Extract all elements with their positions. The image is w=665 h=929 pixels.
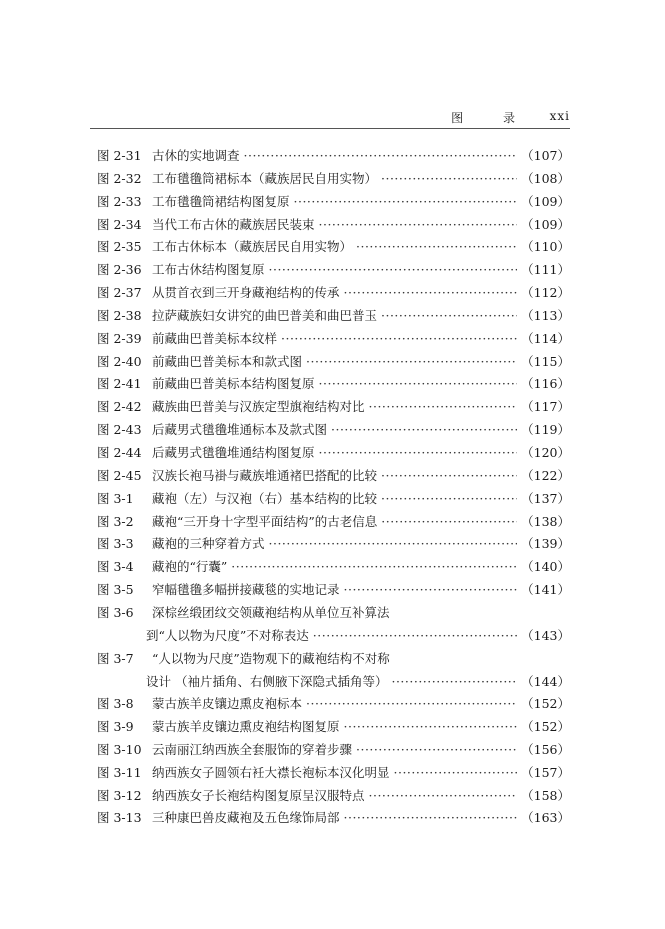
figure-caption: 藏袍（左）与汉袍（右）基本结构的比较 <box>152 490 378 506</box>
dot-leader <box>331 422 517 437</box>
figure-entry <box>90 212 570 235</box>
figure-entry <box>90 737 570 760</box>
figure-caption-line <box>152 557 570 575</box>
figure-caption-line <box>152 512 570 530</box>
dot-leader <box>381 308 517 323</box>
figure-caption: 藏袍的三种穿着方式 <box>152 536 265 552</box>
figure-number: 图 2-43 <box>97 422 142 438</box>
figure-caption-line <box>152 603 390 621</box>
dot-leader <box>306 354 517 369</box>
figure-number: 图 3-11 <box>97 764 142 780</box>
figure-caption: 纳西族女子长袍结构图复原呈汉服特点 <box>152 787 365 803</box>
page-reference: （152） <box>521 719 570 735</box>
page-reference: （113） <box>521 307 570 323</box>
figure-entry <box>90 257 570 280</box>
figure-caption: 到“人以物为尺度”不对称表达 <box>146 627 309 643</box>
figure-caption-line <box>152 283 570 301</box>
figure-caption: 从贯首衣到三开身藏袍结构的传承 <box>152 285 340 301</box>
figure-entry <box>90 417 570 440</box>
dot-leader <box>244 148 518 163</box>
page-reference: （119） <box>521 422 570 438</box>
figure-entry <box>90 371 570 394</box>
figure-entry <box>90 531 570 554</box>
dot-leader <box>344 582 518 597</box>
page-reference: （163） <box>521 810 570 826</box>
figure-caption-line <box>152 260 570 278</box>
figure-caption-line <box>152 694 570 712</box>
figure-number: 图 2-41 <box>97 376 142 392</box>
figure-caption: 前藏曲巴普美标本结构图复原 <box>152 376 315 392</box>
page-reference: （137） <box>521 490 570 506</box>
page-reference: （108） <box>521 170 570 186</box>
figure-caption: 藏袍“三开身十字型平面结构”的古老信息 <box>152 513 378 529</box>
figure-caption: 汉族长袍马褂与藏族堆通褚巴搭配的比较 <box>152 467 378 483</box>
header-title: 图 录 <box>451 111 533 125</box>
figure-caption-line <box>152 717 570 735</box>
dot-leader <box>313 628 517 643</box>
figure-caption-line <box>152 374 570 392</box>
dot-leader <box>381 468 517 483</box>
dot-leader <box>294 194 518 209</box>
running-header <box>90 106 570 128</box>
figure-number: 图 2-31 <box>97 148 142 163</box>
figure-caption-line <box>152 146 570 164</box>
figure-caption-line <box>152 786 570 804</box>
page-reference: （109） <box>521 216 570 232</box>
figure-number: 图 2-42 <box>97 399 142 415</box>
page-reference: （107） <box>521 148 570 163</box>
figure-caption: 纳西族女子圆领右衽大襟长袍标本汉化明显 <box>152 764 390 780</box>
figure-caption-line <box>152 763 570 781</box>
figure-caption-line <box>152 466 570 484</box>
page-reference: （122） <box>521 467 570 483</box>
figure-number: 图 3-8 <box>97 696 134 712</box>
figure-caption: 藏族曲巴普美与汉族定型旗袍结构对比 <box>152 399 365 415</box>
figure-list <box>90 143 570 828</box>
page-reference: （138） <box>521 513 570 529</box>
figure-caption-line <box>152 740 570 758</box>
dot-leader <box>344 810 518 825</box>
figure-caption: 蒙古族羊皮镶边熏皮袍结构图复原 <box>152 719 340 735</box>
figure-caption-line <box>152 649 390 667</box>
page-reference: （156） <box>521 741 570 757</box>
figure-caption: 当代工布古休的藏族居民装束 <box>152 216 315 232</box>
figure-caption: 后藏男式氆氇堆通标本及款式图 <box>152 422 328 438</box>
page-reference: （140） <box>521 559 570 575</box>
figure-caption-line <box>152 534 570 552</box>
dot-leader <box>231 559 517 574</box>
figure-caption-line <box>152 580 570 598</box>
figure-entry <box>90 143 570 166</box>
figure-number: 图 2-44 <box>97 444 142 460</box>
figure-entry <box>90 486 570 509</box>
page-reference: （117） <box>521 399 570 415</box>
figure-caption: 前藏曲巴普美标本和款式图 <box>152 353 303 369</box>
figure-caption: 工布氆氇筒裙结构图复原 <box>152 193 290 209</box>
dot-leader <box>319 217 518 232</box>
figure-caption: 云南丽江纳西族全套服饰的穿着步骤 <box>152 741 353 757</box>
figure-entry <box>90 463 570 486</box>
figure-caption-line <box>152 169 570 187</box>
page-reference: （157） <box>521 764 570 780</box>
figure-caption: 藏袍的“行囊” <box>152 559 228 575</box>
figure-caption: 后藏男式氆氇堆通结构图复原 <box>152 444 315 460</box>
dot-leader <box>356 742 517 757</box>
figure-entry <box>90 760 570 783</box>
page-reference: （139） <box>521 536 570 552</box>
figure-number: 图 3-9 <box>97 719 134 735</box>
page-reference: （114） <box>521 330 570 346</box>
figure-number: 图 3-5 <box>97 582 134 598</box>
figure-caption: 蒙古族羊皮镶边熏皮袍标本 <box>152 696 303 712</box>
figure-caption: 前藏曲巴普美标本纹样 <box>152 330 278 346</box>
page-reference: （115） <box>521 353 570 369</box>
page-reference: （116） <box>521 376 570 392</box>
figure-caption-line <box>152 329 570 347</box>
dot-leader <box>319 445 518 460</box>
figure-entry <box>90 577 570 600</box>
figure-caption: 三种康巴兽皮藏袍及五色缘饰局部 <box>152 810 340 826</box>
page-reference: （111） <box>521 262 570 278</box>
dot-leader <box>344 719 518 734</box>
figure-number: 图 3-1 <box>97 490 134 506</box>
header-page-number: xxi <box>549 109 570 123</box>
figure-caption-line <box>152 443 570 461</box>
dot-leader <box>369 788 518 803</box>
figure-number: 图 3-10 <box>97 741 142 757</box>
figure-entry <box>90 326 570 349</box>
page-reference: （110） <box>521 239 570 255</box>
figure-number: 图 3-6 <box>97 604 134 620</box>
figure-number: 图 2-37 <box>97 285 142 301</box>
figure-caption: 拉萨藏族妇女讲究的曲巴普美和曲巴普玉 <box>152 307 378 323</box>
figure-caption-line <box>152 215 570 233</box>
figure-number: 图 2-36 <box>97 262 142 278</box>
page-reference: （141） <box>521 582 570 598</box>
figure-entry <box>90 783 570 806</box>
figure-caption: 深棕丝缎团纹交领藏袍结构从单位互补算法 <box>152 604 390 620</box>
dot-leader <box>394 765 518 780</box>
figure-entry <box>90 714 570 737</box>
figure-caption: 窄幅氆氇多幅拼接藏毯的实地记录 <box>152 582 340 598</box>
figure-number: 图 2-33 <box>97 193 142 209</box>
figure-caption-line <box>152 808 570 826</box>
figure-entry <box>90 691 570 714</box>
header-rule <box>90 128 570 129</box>
dot-leader <box>319 376 518 391</box>
page-reference: （109） <box>521 193 570 209</box>
figure-entry <box>90 805 570 828</box>
figure-entry <box>90 234 570 257</box>
figure-caption-line <box>152 192 570 210</box>
figure-entry <box>90 554 570 577</box>
page-reference: （112） <box>521 285 570 301</box>
figure-number: 图 3-3 <box>97 536 134 552</box>
page-reference: （144） <box>521 673 570 689</box>
figure-entry <box>90 349 570 372</box>
page-reference: （152） <box>521 696 570 712</box>
figure-caption: “人以物为尺度”造物观下的藏袍结构不对称 <box>152 650 390 666</box>
figure-entry <box>90 280 570 303</box>
dot-leader <box>269 536 518 551</box>
figure-number: 图 2-45 <box>97 467 142 483</box>
figure-number: 图 2-39 <box>97 330 142 346</box>
figure-entry <box>90 646 570 692</box>
figure-caption-line <box>152 306 570 324</box>
dot-leader <box>391 674 517 689</box>
figure-caption: 设计 （袖片插角、右侧腋下深隐式插角等） <box>146 673 388 689</box>
page-reference: （158） <box>521 787 570 803</box>
page-reference: （120） <box>521 444 570 460</box>
figure-caption-line <box>152 237 570 255</box>
figure-number: 图 2-40 <box>97 353 142 369</box>
figure-caption-line <box>146 626 570 644</box>
figure-entry <box>90 509 570 532</box>
figure-entry <box>90 440 570 463</box>
dot-leader <box>381 491 517 506</box>
figure-number: 图 2-38 <box>97 307 142 323</box>
dot-leader <box>281 331 517 346</box>
figure-caption-line <box>152 489 570 507</box>
figure-entry <box>90 303 570 326</box>
figure-number: 图 2-32 <box>97 170 142 186</box>
figure-entry <box>90 189 570 212</box>
figure-entry <box>90 600 570 646</box>
figure-caption: 工布古休标本（藏族居民自用实物） <box>152 239 353 255</box>
figure-number: 图 3-4 <box>97 559 134 575</box>
figure-number: 图 3-2 <box>97 513 134 529</box>
figure-number: 图 3-12 <box>97 787 142 803</box>
dot-leader <box>269 262 518 277</box>
figure-caption-line <box>146 672 570 690</box>
figure-caption: 工布古休结构图复原 <box>152 262 265 278</box>
figure-entry <box>90 394 570 417</box>
dot-leader <box>356 239 517 254</box>
figure-caption-line <box>152 352 570 370</box>
dot-leader <box>344 285 518 300</box>
figure-caption: 古休的实地调查 <box>152 148 240 163</box>
figure-caption: 工布氆氇筒裙标本（藏族居民自用实物） <box>152 170 378 186</box>
figure-number: 图 2-35 <box>97 239 142 255</box>
figure-number: 图 2-34 <box>97 216 142 232</box>
dot-leader <box>369 399 518 414</box>
dot-leader <box>381 514 517 529</box>
page-reference: （143） <box>521 627 570 643</box>
dot-leader <box>306 696 517 711</box>
figure-number: 图 3-7 <box>97 650 134 666</box>
figure-caption-line <box>152 397 570 415</box>
figure-caption-line <box>152 420 570 438</box>
figure-number: 图 3-13 <box>97 810 142 826</box>
figure-entry <box>90 166 570 189</box>
dot-leader <box>381 171 517 186</box>
